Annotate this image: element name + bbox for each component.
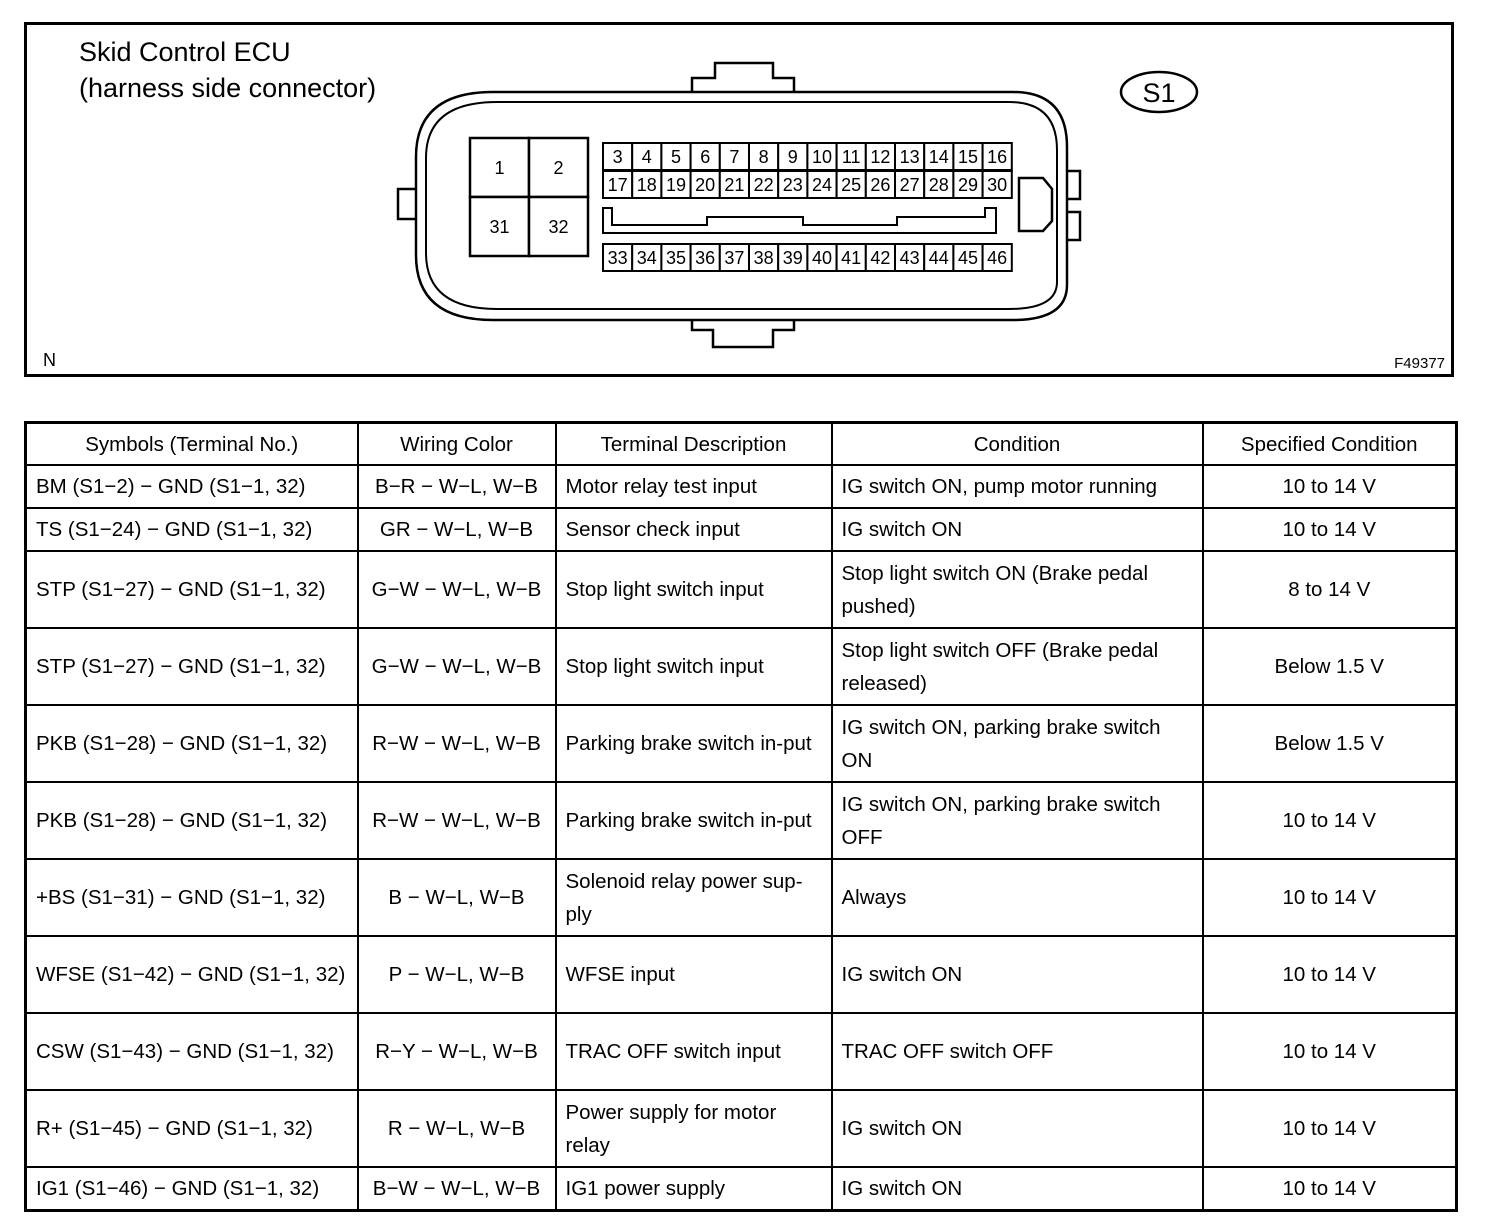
wiring-color-cell: R−W − W−L, W−B xyxy=(358,782,556,859)
specified-condition-cell: 10 to 14 V xyxy=(1203,1167,1457,1211)
terminal-number: 12 xyxy=(870,147,891,167)
connector-drawing xyxy=(27,25,1451,374)
diagram-subtitle: (harness side connector) xyxy=(79,73,377,103)
terminal-number: 4 xyxy=(641,147,652,167)
wiring-color-cell: G−W − W−L, W−B xyxy=(358,628,556,705)
terminal-number: 19 xyxy=(665,175,687,195)
specified-condition-cell: 10 to 14 V xyxy=(1203,936,1457,1013)
terminal-number: 43 xyxy=(899,248,920,268)
figure-code: F49377 xyxy=(1394,355,1445,372)
symbols-cell: +BS (S1−31) − GND (S1−1, 32) xyxy=(26,859,358,936)
terminal-number: 16 xyxy=(987,147,1008,167)
terminal-number: 26 xyxy=(870,175,891,195)
terminal-number: 41 xyxy=(841,248,862,268)
specified-condition-cell: 8 to 14 V xyxy=(1203,551,1457,628)
wiring-color-cell: B−W − W−L, W−B xyxy=(358,1167,556,1211)
big-terminal-label: 31 xyxy=(489,217,510,237)
terminal-number: 30 xyxy=(987,175,1008,195)
terminal-number: 3 xyxy=(612,147,623,167)
symbols-cell: CSW (S1−43) − GND (S1−1, 32) xyxy=(26,1013,358,1090)
terminal-number: 44 xyxy=(928,248,949,268)
header-condition: Condition xyxy=(832,423,1203,466)
terminal-number: 38 xyxy=(753,248,774,268)
table-row xyxy=(26,508,1457,551)
terminal-number: 15 xyxy=(957,147,979,167)
specified-condition-cell: 10 to 14 V xyxy=(1203,465,1457,508)
terminal-number: 25 xyxy=(841,175,862,195)
terminal-number: 14 xyxy=(928,147,949,167)
terminal-description-cell: Sensor check input xyxy=(556,508,832,551)
table-row xyxy=(26,936,1457,1013)
specified-condition-cell: 10 to 14 V xyxy=(1203,782,1457,859)
condition-cell: TRAC OFF switch OFF xyxy=(832,1013,1203,1090)
symbols-cell: TS (S1−24) − GND (S1−1, 32) xyxy=(26,508,358,551)
connector-diagram xyxy=(24,22,1454,377)
symbols-cell: R+ (S1−45) − GND (S1−1, 32) xyxy=(26,1090,358,1167)
condition-cell: IG switch ON xyxy=(832,936,1203,1013)
terminal-description-cell: Stop light switch input xyxy=(556,551,832,628)
terminal-description-cell: Power supply for motor relay xyxy=(556,1090,832,1167)
wiring-color-cell: P − W−L, W−B xyxy=(358,936,556,1013)
terminal-number: 34 xyxy=(636,248,657,268)
terminal-number: 40 xyxy=(811,248,833,268)
wiring-color-cell: B−R − W−L, W−B xyxy=(358,465,556,508)
symbols-cell: BM (S1−2) − GND (S1−1, 32) xyxy=(26,465,358,508)
condition-cell: IG switch ON xyxy=(832,1167,1203,1211)
table-header-row xyxy=(26,423,1457,466)
condition-cell: Stop light switch OFF (Brake pedal released) xyxy=(832,628,1203,705)
wiring-color-cell: B − W−L, W−B xyxy=(358,859,556,936)
terminal-number: 33 xyxy=(607,248,628,268)
terminal-number: 36 xyxy=(695,248,716,268)
condition-cell: IG switch ON, pump motor running xyxy=(832,465,1203,508)
terminal-number: 18 xyxy=(636,175,657,195)
symbols-cell: STP (S1−27) − GND (S1−1, 32) xyxy=(26,628,358,705)
connector-id-label: S1 xyxy=(1142,78,1176,108)
table-row xyxy=(26,859,1457,936)
symbols-cell: STP (S1−27) − GND (S1−1, 32) xyxy=(26,551,358,628)
terminal-number: 17 xyxy=(607,175,628,195)
terminal-description-cell: Parking brake switch in-put xyxy=(556,705,832,782)
big-terminal-label: 1 xyxy=(494,158,505,178)
terminal-number: 46 xyxy=(987,248,1008,268)
terminal-number: 9 xyxy=(787,147,798,167)
diagram-title: Skid Control ECU xyxy=(79,37,291,67)
table-row xyxy=(26,782,1457,859)
symbols-cell: WFSE (S1−42) − GND (S1−1, 32) xyxy=(26,936,358,1013)
terminal-number: 35 xyxy=(665,248,687,268)
terminal-number: 24 xyxy=(811,175,833,195)
terminal-description-cell: Solenoid relay power sup-ply xyxy=(556,859,832,936)
terminal-description-cell: TRAC OFF switch input xyxy=(556,1013,832,1090)
big-terminal-label: 2 xyxy=(553,158,564,178)
specified-condition-cell: 10 to 14 V xyxy=(1203,508,1457,551)
corner-label: N xyxy=(43,350,56,370)
wiring-color-cell: R−Y − W−L, W−B xyxy=(358,1013,556,1090)
terminal-number: 27 xyxy=(899,175,920,195)
big-terminal-label: 32 xyxy=(548,217,569,237)
condition-cell: Always xyxy=(832,859,1203,936)
terminal-number: 20 xyxy=(695,175,716,195)
terminal-number: 39 xyxy=(782,248,803,268)
terminal-number: 23 xyxy=(782,175,803,195)
big-terminal-group xyxy=(470,138,588,256)
header-terminal-description: Terminal Description xyxy=(556,423,832,466)
terminal-number: 11 xyxy=(841,147,861,167)
terminal-number: 45 xyxy=(957,248,979,268)
header-specified-condition: Specified Condition xyxy=(1203,423,1457,466)
terminal-spec-table xyxy=(24,421,1458,1212)
table-row xyxy=(26,628,1457,705)
terminal-description-cell: Parking brake switch in-put xyxy=(556,782,832,859)
wiring-color-cell: R − W−L, W−B xyxy=(358,1090,556,1167)
table-row xyxy=(26,1090,1457,1167)
table-row xyxy=(26,1013,1457,1090)
table-row xyxy=(26,705,1457,782)
terminal-description-cell: Stop light switch input xyxy=(556,628,832,705)
terminal-description-cell: WFSE input xyxy=(556,936,832,1013)
terminal-number: 5 xyxy=(670,147,682,167)
specified-condition-cell: 10 to 14 V xyxy=(1203,1013,1457,1090)
terminal-number: 21 xyxy=(724,175,745,195)
terminal-number: 37 xyxy=(724,248,745,268)
table-row xyxy=(26,1167,1457,1211)
table-row xyxy=(26,465,1457,508)
specified-condition-cell: 10 to 14 V xyxy=(1203,1090,1457,1167)
terminal-number: 8 xyxy=(758,147,769,167)
terminal-description-cell: IG1 power supply xyxy=(556,1167,832,1211)
table-row xyxy=(26,551,1457,628)
condition-cell: IG switch ON, parking brake switch ON xyxy=(832,705,1203,782)
symbols-cell: PKB (S1−28) − GND (S1−1, 32) xyxy=(26,782,358,859)
terminal-number: 29 xyxy=(957,175,979,195)
condition-cell: IG switch ON xyxy=(832,508,1203,551)
wiring-color-cell: R−W − W−L, W−B xyxy=(358,705,556,782)
terminal-description-cell: Motor relay test input xyxy=(556,465,832,508)
terminal-number: 22 xyxy=(753,175,774,195)
condition-cell: Stop light switch ON (Brake pedal pushed) xyxy=(832,551,1203,628)
terminal-number: 7 xyxy=(729,147,740,167)
specified-condition-cell: Below 1.5 V xyxy=(1203,705,1457,782)
condition-cell: IG switch ON xyxy=(832,1090,1203,1167)
terminal-number: 10 xyxy=(811,147,833,167)
symbols-cell: IG1 (S1−46) − GND (S1−1, 32) xyxy=(26,1167,358,1211)
header-wiring-color: Wiring Color xyxy=(358,423,556,466)
specified-condition-cell: Below 1.5 V xyxy=(1203,628,1457,705)
wiring-color-cell: GR − W−L, W−B xyxy=(358,508,556,551)
terminal-number: 6 xyxy=(700,147,711,167)
specified-condition-cell: 10 to 14 V xyxy=(1203,859,1457,936)
wiring-color-cell: G−W − W−L, W−B xyxy=(358,551,556,628)
symbols-cell: PKB (S1−28) − GND (S1−1, 32) xyxy=(26,705,358,782)
condition-cell: IG switch ON, parking brake switch OFF xyxy=(832,782,1203,859)
terminal-number: 42 xyxy=(870,248,891,268)
header-symbols: Symbols (Terminal No.) xyxy=(26,423,358,466)
terminal-number: 28 xyxy=(928,175,949,195)
terminal-number: 13 xyxy=(899,147,920,167)
